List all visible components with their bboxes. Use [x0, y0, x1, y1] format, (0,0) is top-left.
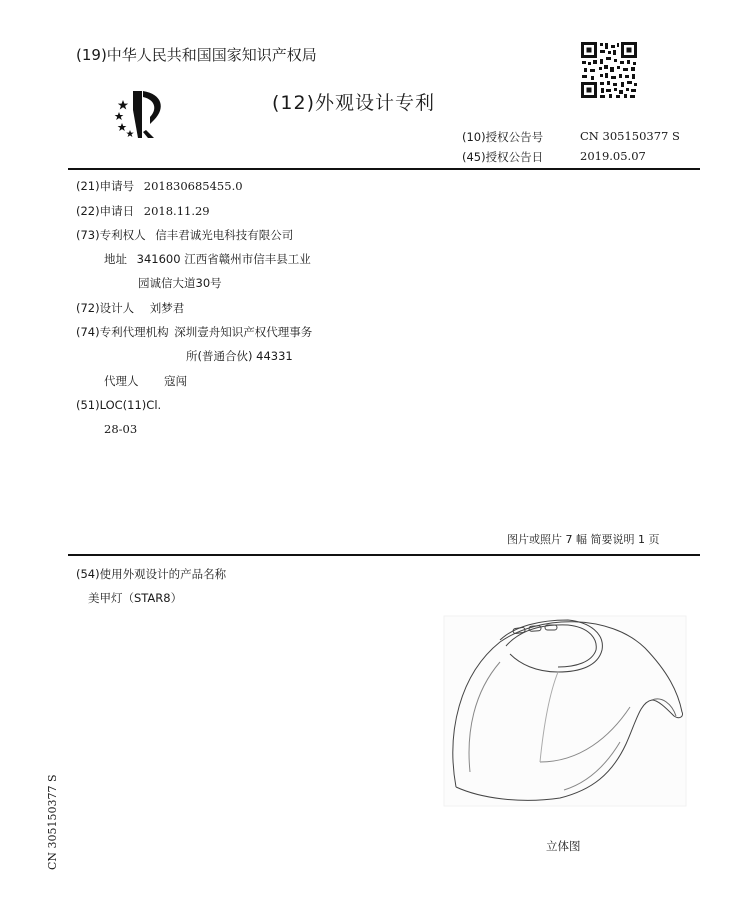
top-divider: [68, 168, 700, 170]
patentee-label: (73)专利权人: [76, 228, 146, 242]
patent-agency-label: (74)专利代理机构: [76, 325, 169, 339]
product-name: 美甲灯（STAR8）: [88, 591, 183, 605]
loc-classification-label: (51)LOC(11)Cl.: [76, 398, 162, 412]
application-date: [76, 203, 210, 219]
application-number: [76, 178, 243, 194]
publication-number-label: (10)授权公告号: [462, 130, 544, 144]
publication-number-value: CN 305150377 S: [580, 129, 680, 143]
product-perspective-drawing: [440, 612, 690, 812]
patentee: [76, 227, 293, 243]
patent-agency-line1: 深圳壹舟知识产权代理事务: [174, 325, 313, 339]
address-line1: 341600 江西省赣州市信丰县工业: [136, 252, 311, 266]
qr-code-icon: [580, 41, 638, 99]
cnipa-logo-icon: [110, 86, 186, 142]
middle-divider: [68, 554, 700, 556]
patent-agency: [76, 324, 312, 340]
application-number-value: 201830685455.0: [143, 179, 243, 193]
agent-value: 寇闯: [164, 374, 188, 388]
document-type: (12)外观设计专利: [272, 92, 436, 114]
agent-label: 代理人: [104, 374, 139, 388]
loc-classification-value: 28-03: [104, 422, 138, 436]
address-label: 地址: [104, 252, 127, 266]
publication-date: [462, 149, 722, 165]
address: [104, 251, 311, 267]
agent: [104, 373, 187, 389]
address-line2: 园诚信大道30号: [138, 276, 222, 290]
designer-value: 刘梦君: [149, 301, 185, 315]
patentee-value: 信丰君诚光电科技有限公司: [155, 228, 294, 242]
patent-agency-line2: 所(普通合伙) 44331: [186, 349, 293, 363]
publication-number: [462, 129, 722, 145]
issuing-office: (19)中华人民共和国国家知识产权局: [76, 46, 317, 64]
application-date-value: 2018.11.29: [143, 204, 210, 218]
application-date-label: (22)申请日: [76, 204, 135, 218]
page-summary: 图片或照片 7 幅 简要说明 1 页: [507, 533, 660, 546]
side-publication-number: CN 305150377 S: [46, 774, 59, 870]
application-number-label: (21)申请号: [76, 179, 135, 193]
publication-date-label: (45)授权公告日: [462, 150, 544, 164]
designer-label: (72)设计人: [76, 301, 135, 315]
publication-date-value: 2019.05.07: [580, 149, 646, 163]
designer: [76, 300, 184, 316]
product-name-label: (54)使用外观设计的产品名称: [76, 567, 227, 581]
figure-caption: 立体图: [546, 839, 581, 853]
